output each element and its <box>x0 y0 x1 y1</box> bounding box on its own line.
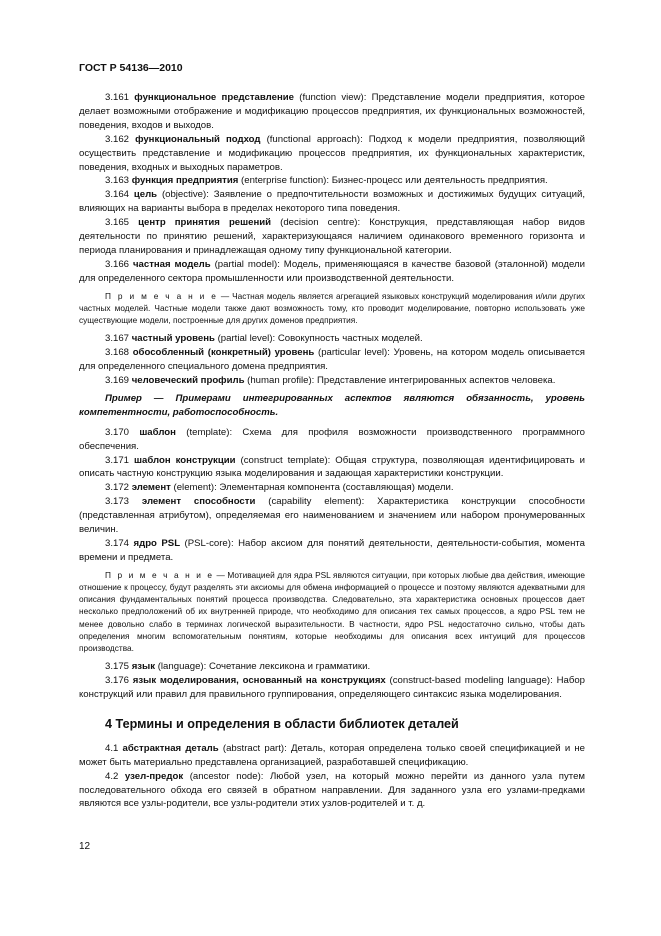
term-number: 4.2 <box>105 770 119 782</box>
term-name: человеческий профиль <box>131 375 245 387</box>
term-number: 3.162 <box>105 133 130 145</box>
term-definition: : Заявление о предпочтительности возможных и достижимых будущих ситуаций, влияющих на варианты выбора в пределах некоторого типа поведения. <box>79 189 585 215</box>
term-definition: : Набор аксиом для понятий деятельности, деятельности-события, момента времени и предмета. <box>79 537 585 563</box>
term-name: шаблон конструкции <box>134 454 236 466</box>
term-definition: : Уровень, на котором модель описывается для определенного специального домена предприятия. <box>79 347 585 373</box>
term-english: (function view) <box>299 92 364 103</box>
term-number: 3.176 <box>105 675 130 687</box>
term-definition: : Любой узел, на который можно перейти из данного узла путем последовательного обхода его связей в обратном направлении. Для заданного узла его узлами-предками являются все узлы-родители, все узлы-родители этих узлов-родителей и т. д. <box>79 770 585 810</box>
term-definition: : Бизнес-процесс или деятельность предприятия. <box>326 175 548 187</box>
term-definition: : Деталь, которая определена только своей спецификацией и не может быть материально представлена организацией, разработавшей спецификацию. <box>79 742 586 768</box>
term-english: (capability element) <box>268 496 362 508</box>
term-name: частная модель <box>132 258 211 270</box>
term-name: элемент способности <box>141 496 256 508</box>
term-number: 3.168 <box>105 347 130 359</box>
term-definition: : Представление интегрированных аспектов человека. <box>311 375 556 387</box>
term-english: (partial level) <box>217 333 273 345</box>
term-entry <box>79 660 585 674</box>
term-entry <box>79 91 585 133</box>
term-number: 3.172 <box>105 482 130 494</box>
term-name: цель <box>133 189 158 201</box>
term-english: (PSL-core) <box>184 537 231 549</box>
term-name: обособленный (конкретный) уровень <box>132 347 315 359</box>
term-name: центр принятия решений <box>138 217 272 229</box>
term-entry <box>79 426 585 454</box>
term-definition: : Сочетание лексикона и грамматики. <box>203 661 371 673</box>
term-definition: : Модель, применяющаяся в качестве базовой (эталонной) модели для определенного сектора промышленности или производственной деятельности. <box>79 258 585 284</box>
note-psl-core <box>79 569 585 654</box>
term-english: (enterprise function) <box>241 175 327 187</box>
term-english: (objective) <box>161 189 207 201</box>
term-english: (element) <box>173 482 215 494</box>
term-english: (partial model) <box>214 258 278 270</box>
term-entry <box>79 332 585 346</box>
term-number: 3.175 <box>105 661 130 673</box>
term-number: 3.169 <box>105 375 130 387</box>
term-entry <box>79 374 585 388</box>
term-number: 3.174 <box>105 537 130 549</box>
term-number: 3.170 <box>105 426 130 438</box>
term-definition: : Элементарная компонента (составляющая) модели. <box>214 482 454 494</box>
terms-group-4 <box>79 660 585 702</box>
term-number: 3.173 <box>105 496 130 508</box>
term-english: (construct-based modeling language) <box>389 675 551 687</box>
term-entry <box>79 742 585 770</box>
note-label: П р и м е ч а н и е <box>105 569 215 580</box>
term-english: (functional approach) <box>266 133 361 145</box>
term-number: 3.165 <box>105 217 130 229</box>
term-name: абстрактная деталь <box>122 742 219 754</box>
term-definition: : Подход к модели предприятия, позволяющий осуществить представление и модификацию процессов предприятия, их функциональных характеристик, поведения, входных и выходных параметров. <box>79 133 585 173</box>
term-name: элемент <box>131 482 171 494</box>
page-number: 12 <box>79 841 91 852</box>
term-name: язык моделирования, основанный на конструкциях <box>132 675 386 687</box>
note-partial-model <box>79 290 585 327</box>
term-english: (language) <box>157 661 204 673</box>
note-text: — Частная модель является агрегацией языковых конструкций моделирования и/или других частных моделей. Частные модели также дают возможность тому, кто проводит моделирование, повторно использовать уже существующие модели, построенные для других доменов предприятия. <box>79 290 586 326</box>
term-english: (ancestor node) <box>189 770 261 782</box>
example-human-profile: Пример — Примерами интегрированных аспектов являются обязанность, уровень компетентности, работоспособность. <box>79 392 585 418</box>
term-entry <box>79 495 585 537</box>
note-text: — Мотивацией для ядра PSL являются ситуации, при которых любые два действия, имеющие отношение к процессу, будут разделять эти аксиомы для обмена информацией о процессе и поэтому являются адекватными для описания фундаментальных понятий процесса производства. Следовательно, эта характеристика основных процессов дает несколько предположений об их внутренней природе, что необходимо для описания тех самых процессов, а ядро PSL тем не менее довольно слабо в терминах логической выразительности. В частности, ядро PSL недостаточно сильно, чтобы дать определения многим вспомогательным понятиям, которые необходимы для описания всех интуиций для процессов производства. <box>79 569 586 654</box>
term-number: 3.161 <box>105 92 130 103</box>
term-entry <box>79 188 585 216</box>
document-header: ГОСТ Р 54136—2010 <box>79 62 183 74</box>
term-english: (construct template) <box>240 454 328 466</box>
term-entry <box>79 346 585 374</box>
term-name: частный уровень <box>131 333 215 345</box>
term-english: (abstract part) <box>222 742 285 754</box>
term-english: (decision centre) <box>280 217 358 229</box>
term-entry <box>79 216 585 258</box>
term-number: 3.163 <box>105 175 130 187</box>
term-definition: : Представление модели предприятия, которое делает возможными отображение и модификацию процессов предприятия, их функциональных возможностей, поведения, входов и выходов. <box>79 92 585 131</box>
term-definition: : Характеристика конструкции способности (представленная атрибутом), определяемая его наименованием и значением или набором пронумерованных величин. <box>79 496 586 536</box>
term-number: 4.1 <box>105 742 119 754</box>
term-name: функция предприятия <box>131 175 239 187</box>
document-body <box>79 91 585 811</box>
term-entry <box>79 454 585 482</box>
term-name: функциональное представление <box>134 92 294 103</box>
term-number: 3.164 <box>105 189 130 201</box>
term-definition: : Общая структура, позволяющая идентифицировать и описать частную конструкцию языка моделирования и задающая характеристики конструкции. <box>79 454 585 480</box>
term-name: функциональный подход <box>135 133 261 145</box>
terms-group-3 <box>79 426 585 565</box>
term-english: (template) <box>186 426 230 438</box>
terms-group-1 <box>79 91 585 286</box>
terms-group-5 <box>79 742 585 812</box>
term-name: ядро PSL <box>133 537 181 549</box>
term-entry <box>79 258 585 286</box>
term-entry <box>79 770 585 812</box>
term-entry <box>79 674 585 702</box>
term-entry <box>79 481 585 495</box>
term-definition: : Конструкция, представляющая набор видов деятельности по принятию решений, характеризующаяся наличием одинакового временного горизонта и периода планирования и принадлежащая одному типу функциональной категории. <box>79 217 586 256</box>
note-label: П р и м е ч а н и е <box>105 290 218 301</box>
term-name: шаблон <box>139 426 176 438</box>
term-number: 3.171 <box>105 454 130 466</box>
term-english: (human profile) <box>247 375 312 387</box>
term-entry <box>79 133 585 175</box>
term-name: узел-предок <box>124 770 184 782</box>
term-definition: : Схема для профиля возможности производственного программного обеспечения. <box>79 426 585 452</box>
term-name: язык <box>131 661 156 673</box>
term-number: 3.167 <box>105 333 130 345</box>
section-title: 4 Термины и определения в области библиотек деталей <box>105 716 459 731</box>
term-entry <box>79 174 585 188</box>
terms-group-2 <box>79 332 585 388</box>
term-entry <box>79 537 585 565</box>
term-definition: : Совокупность частных моделей. <box>272 333 423 345</box>
term-english: (particular level) <box>318 347 388 359</box>
term-definition: : Набор конструкций или правил для правильного группирования, определяющего синтаксис языка моделирования. <box>79 675 586 701</box>
term-number: 3.166 <box>105 258 130 270</box>
